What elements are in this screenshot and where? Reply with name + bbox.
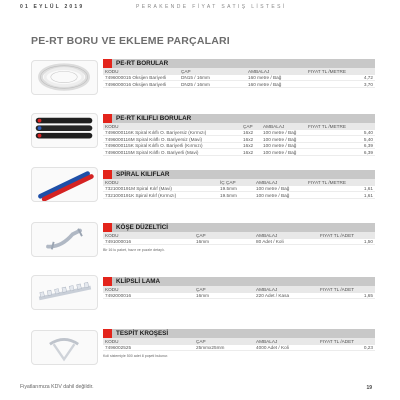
- cell-price: 6,39: [363, 149, 373, 155]
- section-title: KLİPSLİ LAMA: [103, 277, 375, 286]
- col-code: KODU: [105, 123, 119, 129]
- fixing-clip-image: [31, 330, 98, 365]
- cell-price: 1,61: [363, 186, 373, 192]
- cell-package: 160 metre / Bağ: [248, 75, 282, 81]
- cell-diameter: 16x2: [243, 136, 254, 142]
- col-price: FIYAT TL /ADET: [320, 338, 355, 344]
- section-title: PE-RT BORULAR: [103, 59, 375, 68]
- cell-inner-diameter: 19.5mm: [220, 186, 237, 192]
- cell-diameter: 16mm: [196, 239, 210, 245]
- pipe-coil-image: [31, 60, 98, 95]
- cell-inner-diameter: 19.5mm: [220, 192, 237, 198]
- cell-price: 3,70: [363, 81, 373, 87]
- col-diameter: ÇAP: [243, 123, 253, 129]
- cell-code: 7491000016: [105, 239, 132, 245]
- cell-code: 7321000191K Spiral Kılıf (Kırmızı): [105, 192, 177, 198]
- vat-note: Fiyatlarımıza KDV dahil değildir.: [20, 384, 94, 390]
- col-code: KODU: [105, 338, 119, 344]
- cell-diameter: 25mmx25mm: [196, 345, 225, 351]
- cell-price: 1,50: [363, 239, 373, 245]
- cell-price: 6,39: [363, 143, 373, 149]
- cell-code: 7496002525: [105, 345, 132, 351]
- cell-package: 4000 Adet / Koli: [256, 345, 289, 351]
- cell-diameter: DN15 / 16mm: [181, 75, 210, 81]
- clip-rail-image: [31, 275, 98, 310]
- table-row: [103, 239, 375, 246]
- cell-code: 7496000115K Spiral Kılıflı O. Bariyerli (Kırmızı): [105, 143, 203, 149]
- col-price: FIYAT TL /ADET: [320, 232, 355, 238]
- table-row: [103, 149, 375, 156]
- section-clip-rail: [103, 277, 375, 299]
- cell-package: 160 metre / Bağ: [248, 81, 282, 87]
- insulated-pipes-image: [31, 113, 98, 148]
- cell-diameter: 16x2: [243, 149, 254, 155]
- col-diameter: ÇAP: [196, 232, 206, 238]
- cell-package: 100 metre / Bağ: [263, 130, 297, 136]
- cell-code: 7496000016 Oksijen Bariyerli: [105, 81, 167, 87]
- section-corner-corrector: [103, 223, 375, 252]
- table-row: [103, 293, 375, 300]
- cell-package: 220 Adet / Kasa: [256, 293, 290, 299]
- cell-code: 7496000116M Spiral Kılıflı O. Bariyersiz (Mavi): [105, 136, 203, 142]
- cell-package: 100 metre / Bağ: [263, 143, 297, 149]
- col-code: KODU: [105, 179, 119, 185]
- spiral-sleeves-image: [31, 167, 98, 202]
- col-package: AMBALAJ: [256, 179, 278, 185]
- cell-price: 1,61: [363, 192, 373, 198]
- page-number: 19: [366, 385, 372, 391]
- table-row: [103, 345, 375, 352]
- col-diameter: ÇAP: [196, 338, 206, 344]
- section-title: TESPİT KROŞESİ: [103, 329, 375, 338]
- col-package: AMBALAJ: [256, 338, 278, 344]
- col-code: KODU: [105, 68, 119, 74]
- cell-code: 7321000191M Spiral Kılıf (Mavi): [105, 186, 172, 192]
- cell-price: 5,40: [363, 136, 373, 142]
- cell-diameter: 16mm: [196, 293, 210, 299]
- col-price: FIYAT TL /ADET: [320, 286, 355, 292]
- cell-price: 0,23: [363, 345, 373, 351]
- cell-price: 1,65: [363, 293, 373, 299]
- cell-price: 5,40: [363, 130, 373, 136]
- cell-package: 80 Adet / Koli: [256, 239, 284, 245]
- section-title: KÖŞE DÜZELTİCİ: [103, 223, 375, 232]
- col-price: FIYAT TL /METRE: [308, 68, 347, 74]
- col-package: AMBALAJ: [256, 286, 278, 292]
- cell-package: 100 metre / Bağ: [263, 149, 297, 155]
- cell-diameter: DN25 / 16mm: [181, 81, 210, 87]
- col-price: FIYAT TL /METRE: [308, 179, 347, 185]
- section-fixing-clip: [103, 329, 375, 358]
- section-title: SPİRAL KILIFLAR: [103, 170, 375, 179]
- col-diameter: ÇAP: [181, 68, 191, 74]
- header-list-name: PERAKENDE FİYAT SATIŞ LİSTESİ: [136, 4, 287, 10]
- col-package: AMBALAJ: [256, 232, 278, 238]
- cell-package: 100 metre / Bağ: [256, 186, 290, 192]
- cell-price: 4,72: [363, 75, 373, 81]
- cell-code: 7496000115M Spiral Kılıflı O. Bariyerli (Mavi): [105, 149, 199, 155]
- header-date: 01 EYLÜL 2019: [20, 4, 85, 10]
- section-note: Bir 16 lu paket, hazır ve puzzle detaylı.: [103, 248, 165, 252]
- table-row: [103, 192, 375, 199]
- section-pe-rt-pipes: [103, 59, 375, 88]
- page-title: PE-RT BORU VE EKLEME PARÇALARI: [31, 35, 230, 47]
- col-inner-diameter: İÇ ÇAP: [220, 179, 236, 185]
- section-note: Koli sistemiyle 500 adet 8 poşeti bulunur.: [103, 354, 169, 358]
- cell-package: 100 metre / Bağ: [263, 136, 297, 142]
- cell-package: 100 metre / Bağ: [256, 192, 290, 198]
- col-code: KODU: [105, 232, 119, 238]
- col-package: AMBALAJ: [263, 123, 285, 129]
- section-insulated-pipes: [103, 114, 375, 156]
- page-header: [0, 0, 400, 14]
- cell-code: 7496000116K Spiral Kılıflı O. Bariyersiz (Kırmızı): [105, 130, 207, 136]
- cell-code: 7492000016: [105, 293, 132, 299]
- cell-diameter: 16x2: [243, 143, 254, 149]
- table-row: [103, 81, 375, 88]
- cell-code: 7496000015 Oksijen Bariyerli: [105, 75, 167, 81]
- col-diameter: ÇAP: [196, 286, 206, 292]
- corner-corrector-image: [31, 222, 98, 257]
- col-price: FIYAT TL /METRE: [308, 123, 347, 129]
- section-title: PE-RT KILIFLI BORULAR: [103, 114, 375, 123]
- col-code: KODU: [105, 286, 119, 292]
- cell-diameter: 16x2: [243, 130, 254, 136]
- section-spiral-sleeves: [103, 170, 375, 199]
- col-package: AMBALAJ: [248, 68, 270, 74]
